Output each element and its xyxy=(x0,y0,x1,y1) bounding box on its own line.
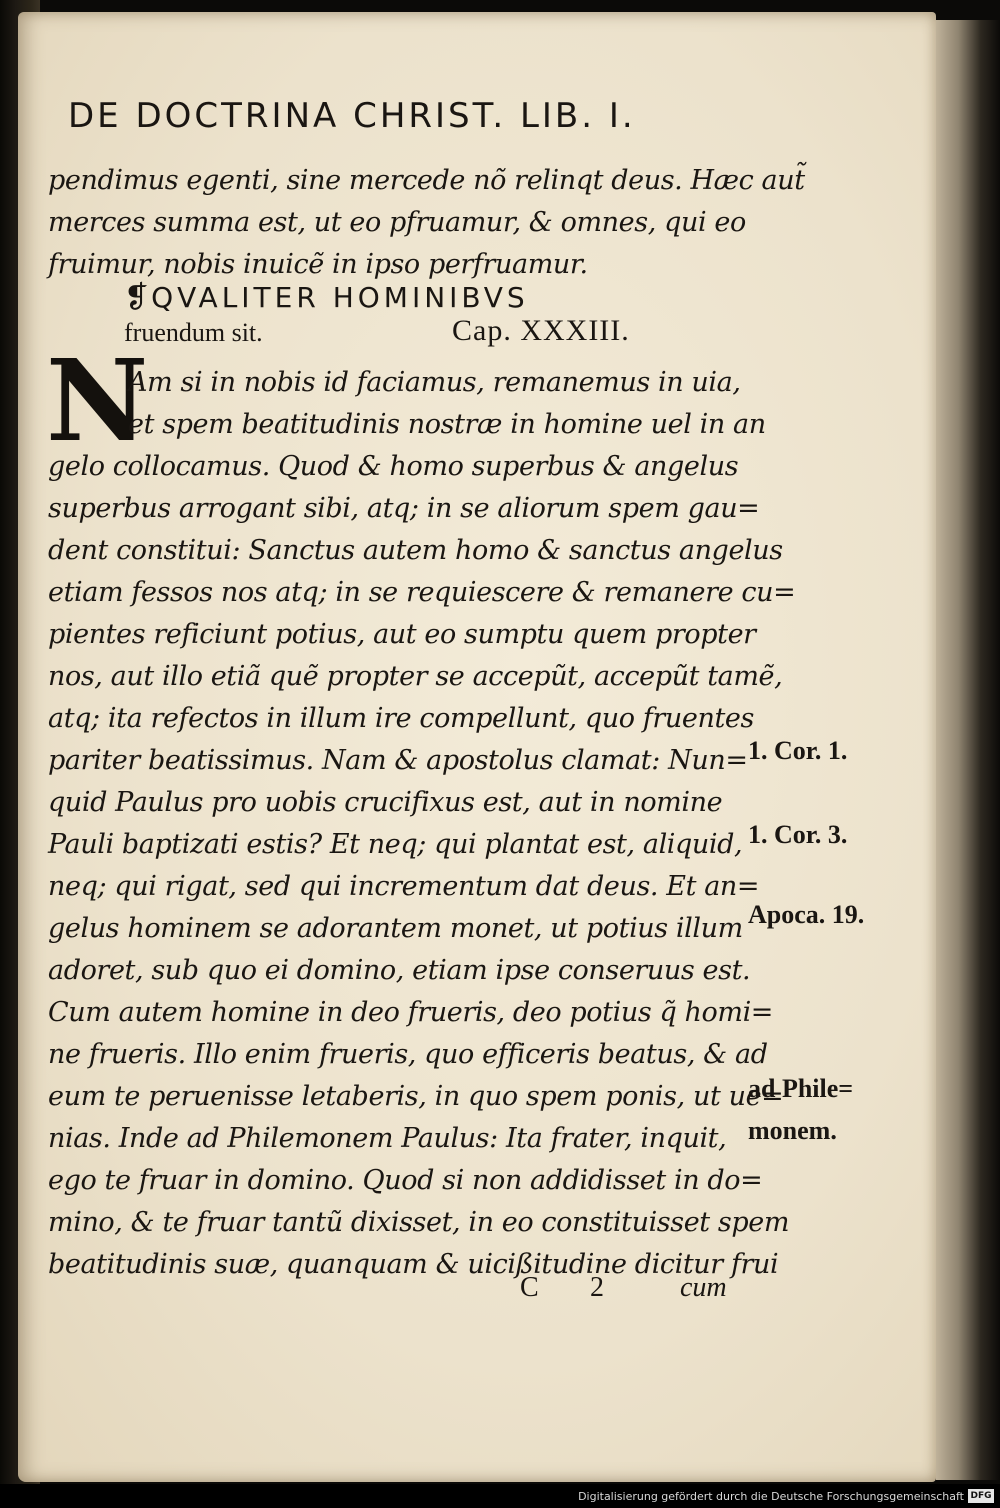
chapter-subtitle: fruendum sit. xyxy=(124,318,263,347)
margin-note: ad Phile= xyxy=(748,1074,854,1103)
signature-letter: C xyxy=(520,1272,539,1303)
chapter-number: Cap. XXXIII. xyxy=(452,314,630,347)
margin-note: 1. Cor. 1. xyxy=(748,736,848,765)
running-header: DE DOCTRINA CHRIST. LIB. I. xyxy=(68,96,636,136)
text-line: nos, aut illo etiã quẽ propter se accepũt, accepũt tamẽ, xyxy=(48,661,783,692)
text-line: eum te peruenisse letaberis, in quo spem ponis, ut ue= xyxy=(48,1081,784,1112)
margin-note: monem. xyxy=(748,1116,837,1145)
text-line: gelus hominem se adorantem monet, ut potius illum xyxy=(48,913,743,944)
text-line: superbus arrogant sibi, atq; in se aliorum spem gau= xyxy=(48,493,760,524)
text-line: Cum autem homine in deo frueris, deo potius q̃ homi= xyxy=(48,997,774,1028)
drop-cap-initial: N xyxy=(46,336,149,467)
pilcrow-mark: ❡ xyxy=(124,280,150,315)
text-line: etiam fessos nos atq; in se requiescere & remanere cu= xyxy=(48,577,796,608)
digitization-credit: Digitalisierung gefördert durch die Deutsche Forschungsgemeinschaft xyxy=(578,1490,964,1503)
text-line: adoret, sub quo ei domino, etiam ipse conseruus est. xyxy=(48,955,751,986)
text-line: gelo collocamus. Quod & homo superbus & angelus xyxy=(48,451,739,482)
text-line: ne frueris. Illo enim frueris, quo efficeris beatus, & ad xyxy=(48,1039,768,1070)
text-line: pendimus egenti, sine mercede nõ relinqt deus. Hæc aut̃ xyxy=(48,165,805,196)
signature-number: 2 xyxy=(590,1272,604,1303)
margin-note: 1. Cor. 3. xyxy=(748,820,848,849)
text-line: pientes reficiunt potius, aut eo sumptu quem propter xyxy=(48,619,756,650)
page-edge xyxy=(936,20,1000,1480)
text-line: neq; qui rigat, sed qui incrementum dat deus. Et an= xyxy=(48,871,760,902)
chapter-title-text: QVALITER HOMINIBVS xyxy=(151,281,529,314)
text-line: merces summa est, ut eo pfruamur, & omnes, qui eo xyxy=(48,207,746,238)
text-line: beatitudinis suæ, quanquam & uicißitudine dicitur frui xyxy=(48,1249,779,1280)
text-line: nias. Inde ad Philemonem Paulus: Ita frater, inquit, xyxy=(48,1123,727,1154)
text-line: dent constitui: Sanctus autem homo & sanctus angelus xyxy=(48,535,783,566)
dfg-logo: DFG xyxy=(968,1489,994,1503)
text-line: Pauli baptizati estis? Et neq; qui plantat est, aliquid, xyxy=(48,829,743,860)
text-line: ego te fruar in domino. Quod si non addidisset in do= xyxy=(48,1165,763,1196)
margin-note: Apoca. 19. xyxy=(748,900,865,929)
text-line: et spem beatitudinis nostræ in homine uel in an xyxy=(128,409,766,440)
text-line: atq; ita refectos in illum ire compellunt, quo fruentes xyxy=(48,703,754,734)
chapter-title xyxy=(124,280,529,315)
text-line: Am si in nobis id faciamus, remanemus in uia, xyxy=(128,367,741,398)
text-line: quid Paulus pro uobis crucifixus est, aut in nomine xyxy=(48,787,723,818)
text-line: pariter beatissimus. Nam & apostolus clamat: Nun= xyxy=(48,745,748,776)
catchword: cum xyxy=(680,1272,727,1303)
text-line: mino, & te fruar tantũ dixisset, in eo constituisset spem xyxy=(48,1207,790,1238)
text-line: fruimur, nobis inuicẽ in ipso perfruamur. xyxy=(48,249,588,280)
